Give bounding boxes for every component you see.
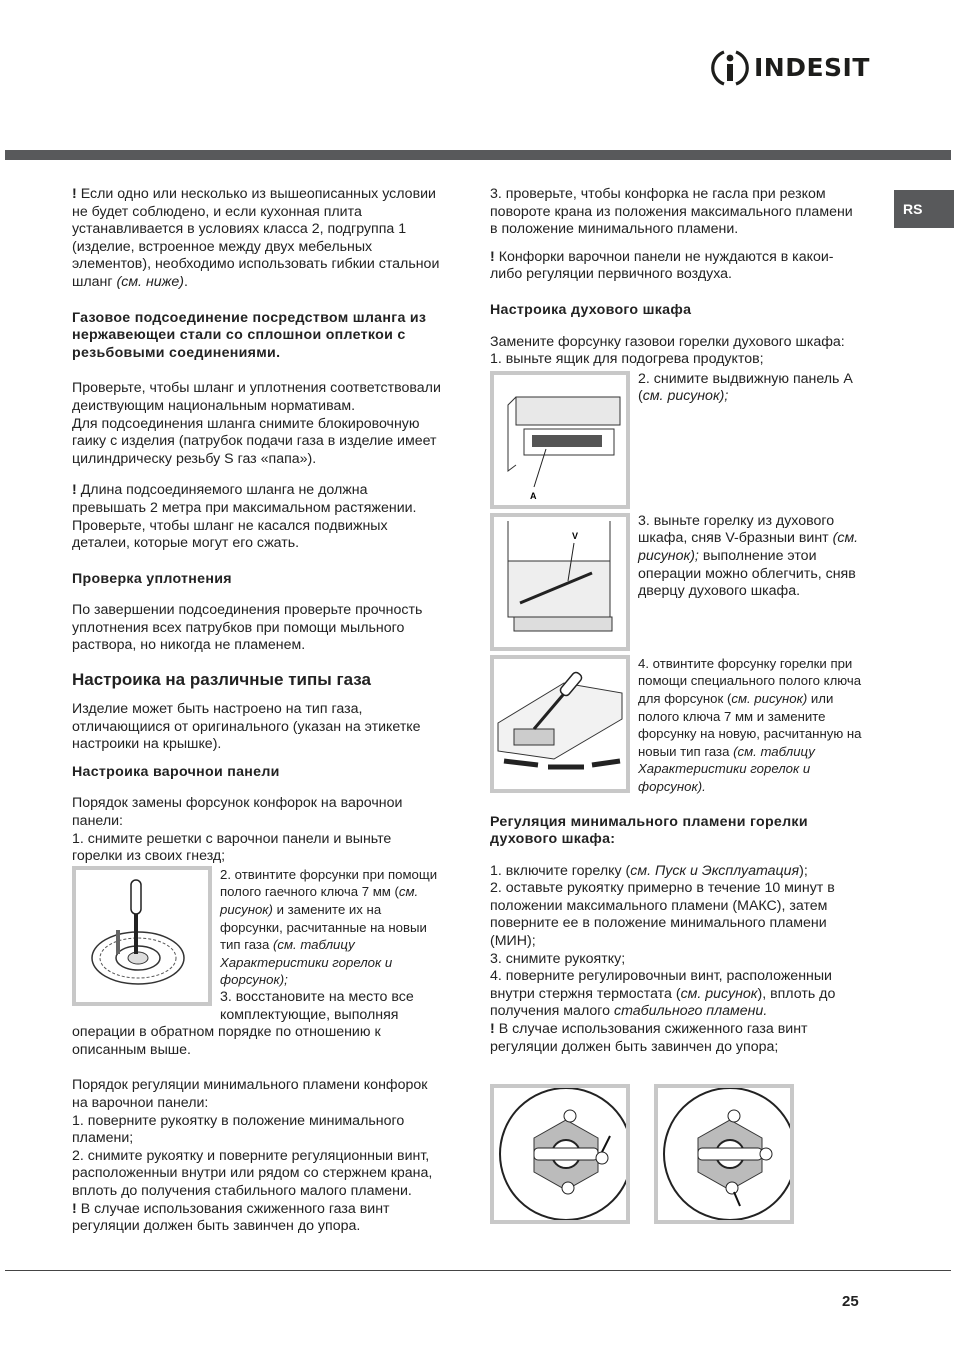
thermostat-knob-illustration-1 [494, 1088, 626, 1220]
oven-figure-row-3 [490, 655, 862, 796]
nozzle-wrench-illustration [494, 659, 626, 789]
page-number: 25 [842, 1293, 859, 1310]
drawer-panel-illustration [494, 375, 626, 505]
paragraph: операции в обратном порядке по отношению к описанным выше. [72, 1024, 381, 1058]
step-1: 1. включите горелку (см. Пуск и Эксплуатация); [490, 862, 808, 879]
step-4: 4. поверните регулировочныи винт, расположенныи внутри стержня термостата (см. рисунок), вплоть до получения малого стабильного пламени. [490, 968, 836, 1020]
oven-nozzle-figure [490, 655, 630, 793]
oven-nozzle-caption: 4. отвинтите форсунку горелки при помощи специального полого ключа для форсунок (см. рисунок) или полого ключа 7 мм и замените форсунку на новую, расчитанную на новыи тип газа (см. таблицу Характеристики горелок и форсунок). [638, 655, 862, 794]
oven-figure-row-1 [490, 371, 862, 509]
paragraph: Порядок замены форсунок конфорок на варочнои панели: [72, 795, 403, 830]
warning-icon: ! [72, 1200, 77, 1217]
thermostat-knob-illustration-2 [658, 1088, 790, 1220]
warning-icon: ! [72, 482, 77, 499]
warning-icon: ! [490, 1021, 495, 1038]
section-heading-oven: Настроика духового шкафа [490, 301, 692, 318]
paragraph: Проверьте, чтобы шланг и уплотнения соответствовали деиствующим национальным нормативам. [72, 380, 441, 414]
paragraph: 1. выньте ящик для подогрева продуктов; [490, 351, 764, 368]
section-title-gas: Настроика на различные типы газа [72, 670, 371, 690]
brand-logo [710, 48, 870, 88]
paragraph: 1. поверните рукоятку в положение минимального пламени; [72, 1112, 405, 1147]
oven-burner-illustration [494, 517, 626, 647]
step-3: 3. снимите рукоятку; [490, 950, 626, 967]
section-heading-hob: Настроика варочнои панели [72, 763, 280, 780]
brand-name: INDESIT [754, 53, 870, 83]
hob-figure-row [72, 866, 444, 1024]
left-column [72, 186, 444, 1236]
paragraph: Изделие может быть настроено на тип газа, отличающиися от оригинального (указан на этикетке настроики на крышке). [72, 701, 421, 753]
step-2: 2. оставьте рукоятку примерно в течение 10 минут в положении максимального пламени (МАКС), затем поверните ее в положение минимального пламени (МИН); [490, 880, 835, 950]
warning-paragraph: ! Конфорки варочнои панели не нуждаются в какои-либо регуляции первичного воздуха. [490, 248, 834, 283]
header-bar [5, 150, 951, 160]
section-heading-check: Проверка уплотнения [72, 570, 232, 587]
figure-label-v: V [572, 530, 579, 541]
warning-paragraph: ! Длина подсоединяемого шланга не должна превышать 2 метра при максимальном растяжении. Проверьте, чтобы шланг не касался подвижных деталеи, которые могут его сжать. [72, 482, 417, 552]
footer-line [5, 1270, 951, 1271]
brand-mark-icon [710, 48, 750, 88]
section-heading-min-flame: Регуляция минимального пламени горелки духового шкафа: [490, 813, 808, 848]
paragraph: 3. проверьте, чтобы конфорка не гасла при резком повороте крана из положения максимального пламени в положение минимального пламени. [490, 186, 853, 238]
paragraph: 2. снимите рукоятку и поверните регуляционныи винт, расположенныи внутри или рядом со стержнем крана, вплоть до получения стабильного малого пламени. [72, 1147, 433, 1199]
warning-paragraph: ! Если одно или несколько из вышеописанных условии не будет соблюдено, и если кухонная плита устанавливается в условиях класса 2, подгруппа 1 (изделие, встроенное между двух мебельных элементов), необходимо использовать гибкии стальнои шланг (см. ниже). [72, 186, 440, 290]
burner-wrench-illustration [76, 870, 208, 1002]
paragraph: Порядок регуляции минимального пламени конфорок на варочнои панели: [72, 1077, 428, 1111]
paragraph: По завершении подсоединения проверьте прочность уплотнения всех патрубков при помощи мыльного раствора, но никогда не пламенем. [72, 602, 423, 654]
paragraph: Замените форсунку газовои горелки духового шкафа: [490, 333, 845, 350]
thermostat-figure-2 [654, 1084, 794, 1224]
warning-paragraph: ! В случае использования сжиженного газа винт регуляции должен быть завинчен до упора; [490, 1021, 808, 1055]
oven-burner-figure [490, 513, 630, 651]
paragraph: 1. снимите решетки с варочнои панели и выньте горелки из своих гнезд; [72, 830, 392, 865]
warning-icon: ! [72, 186, 77, 202]
oven-drawer-figure [490, 371, 630, 509]
warning-icon: ! [490, 248, 495, 265]
oven-figure-row-2 [490, 513, 862, 651]
section-heading-hose: Газовое подсоединение посредством шланга из нержавеющеи стали со сплошнои оплеткои с резьбовыми соединениями. [72, 309, 427, 361]
oven-burner-caption: 3. выньте горелку из духового шкафа, сняв V-бразныи винт (см. рисунок); выполнение этои операции можно облегчить, сняв дверцу духового шкафа. [638, 512, 859, 600]
thermostat-figures [490, 1084, 862, 1224]
hob-figure-caption: 2. отвинтите форсунки при помощи полого гаечного ключа 7 мм (см. рисунок) и замените их на форсунки, расчитанные на новыи тип газа (см. таблицу Характеристики горелок и форсунок); 3. восстановите на место все комплектующие, выполняя [220, 866, 438, 1023]
warning-paragraph: ! В случае использования сжиженного газа винт регуляции должен быть завинчен до упора. [72, 1200, 390, 1235]
hob-burner-figure [72, 866, 212, 1006]
paragraph: Для подсоединения шланга снимите блокировочную гаику с изделия (патрубок подачи газа в изделие имеет цилиндрическу резьбу S газ «папа»). [72, 415, 437, 467]
right-column [490, 186, 862, 1224]
language-tab: RS [894, 190, 954, 228]
figure-label-a: A [530, 490, 537, 501]
drawer-figure-caption: 2. снимите выдвижную панель А (см. рисунок); [638, 370, 853, 405]
thermostat-figure-1 [490, 1084, 630, 1224]
